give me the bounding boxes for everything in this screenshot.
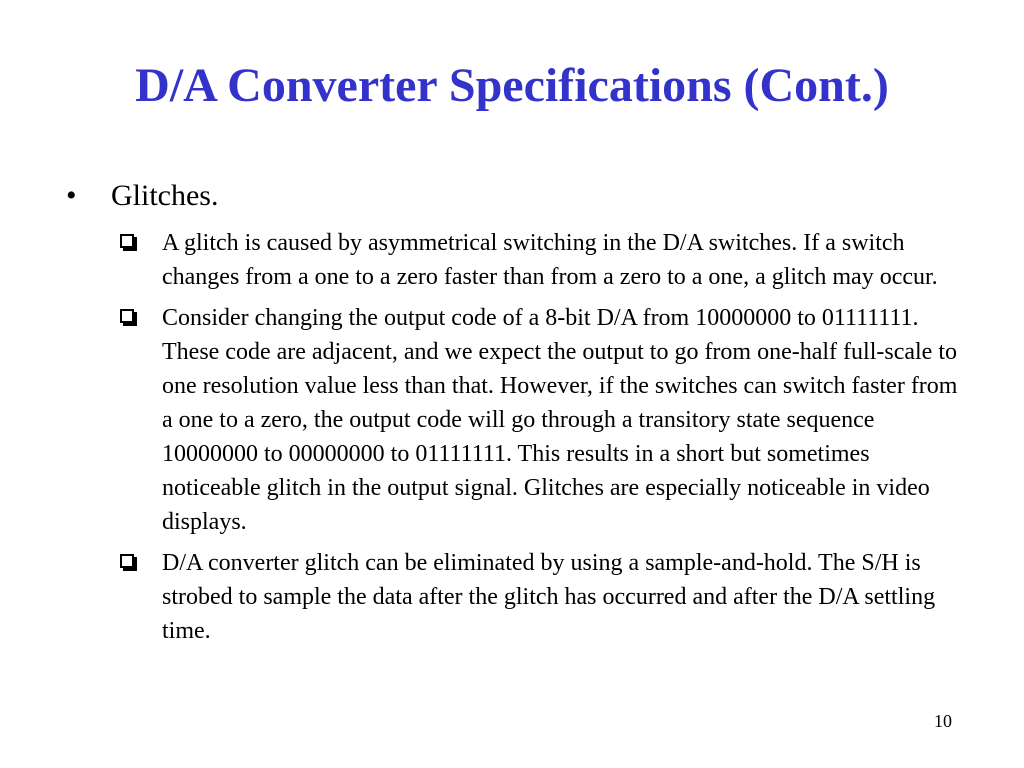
bullet-dot-icon: • bbox=[66, 179, 77, 212]
sub-bullet-text: A glitch is caused by asymmetrical switching in the D/A switches. If a switch changes from a one to a zero faster than from a zero to a one, a glitch may occur. bbox=[162, 230, 938, 290]
sub-bullet-text: D/A converter glitch can be eliminated by using a sample-and-hold. The S/H is strobed to sample the data after the glitch has occurred and after the D/A settling time. bbox=[162, 550, 936, 644]
slide-title: D/A Converter Specifications (Cont.) bbox=[135, 59, 889, 112]
checkbox-square-icon bbox=[120, 554, 134, 568]
checkbox-square-icon bbox=[120, 234, 134, 248]
sub-bullet-list bbox=[120, 226, 970, 655]
page-number: 10 bbox=[934, 711, 952, 731]
sub-bullet-text: Consider changing the output code of a 8-bit D/A from 10000000 to 01111111. These code are adjacent, and we expect the output to go from one-half full-scale to one resolution value less than that. However, if the switches can switch faster from a one to a zero, the output code will go through a transitory state sequence 10000000 to 00000000 to 01111111. This results in a short but sometimes noticeable glitch in the output signal. Glitches are especially noticeable in video displays. bbox=[162, 305, 958, 535]
sub-bullet-item bbox=[120, 546, 970, 648]
main-bullet-label: Glitches. bbox=[111, 179, 219, 212]
sub-bullet-item bbox=[120, 301, 970, 539]
checkbox-square-icon bbox=[120, 309, 134, 323]
sub-bullet-item bbox=[120, 226, 970, 294]
